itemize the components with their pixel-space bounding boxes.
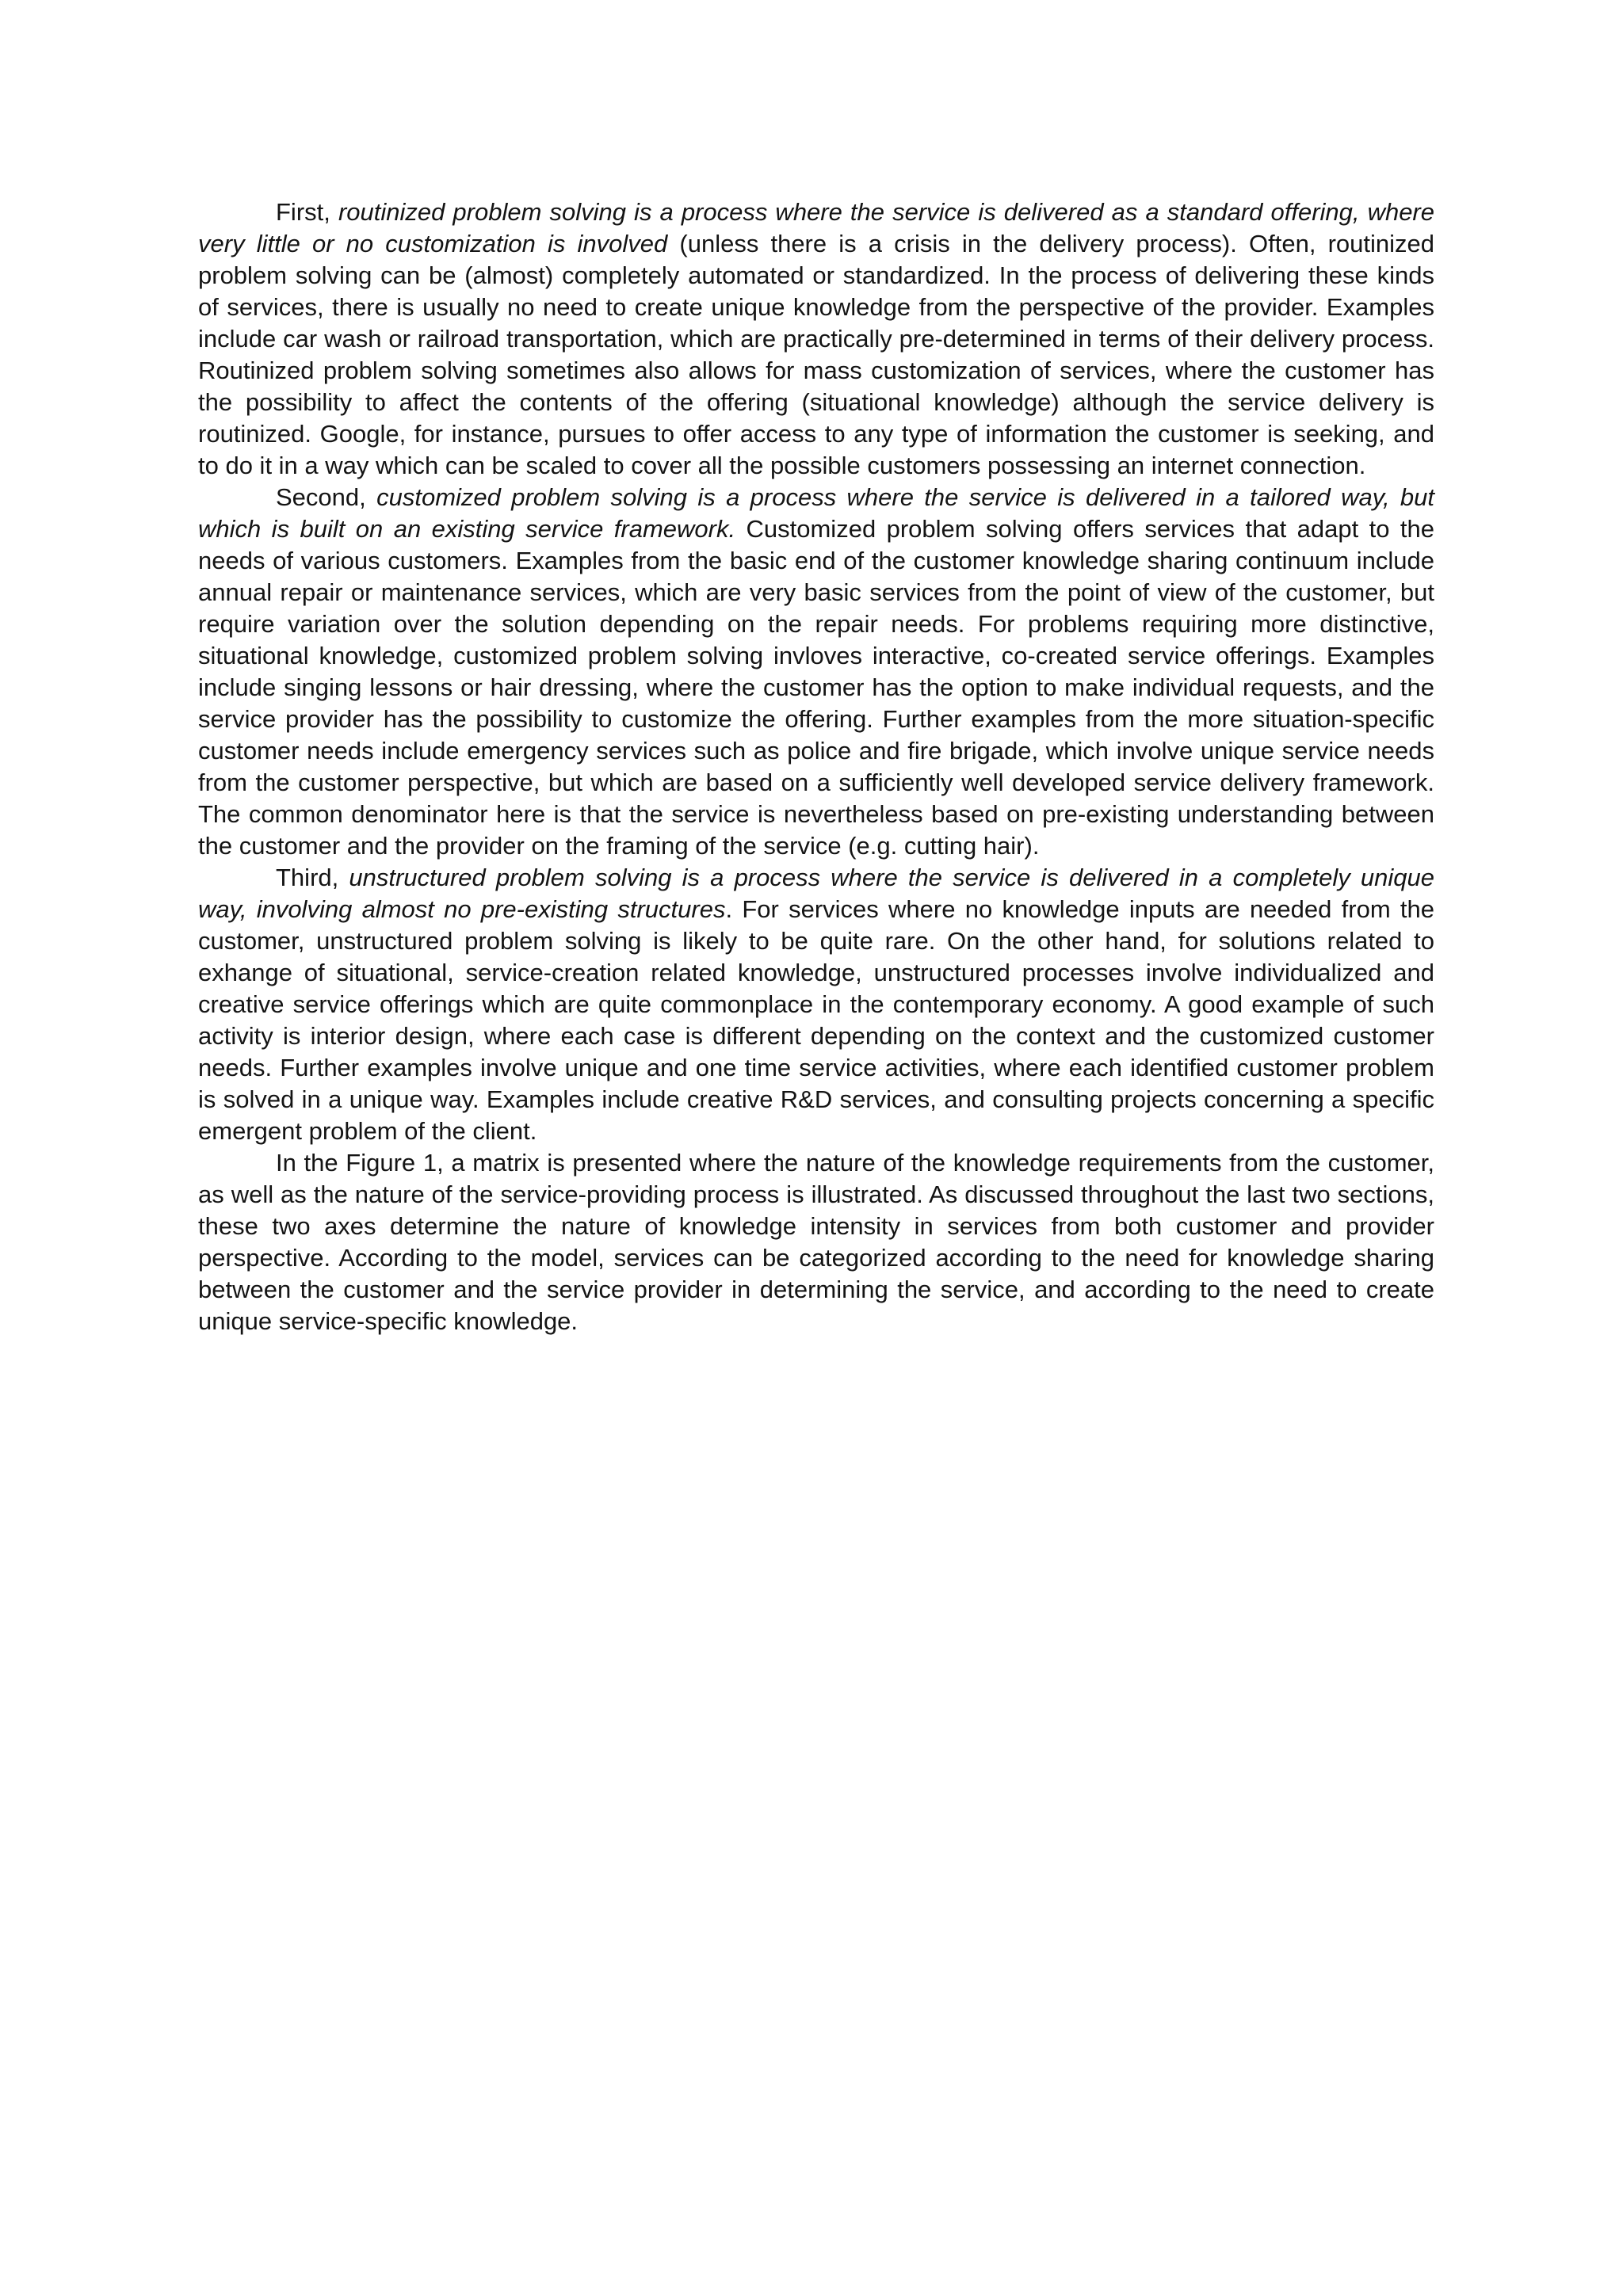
- paragraph-customized: [198, 482, 1434, 862]
- paragraph-unstructured: [198, 862, 1434, 1147]
- paragraph-lead: First,: [276, 198, 338, 226]
- paragraph-emphasis: customized problem solving is a process where the service is delivered in a tailored way, but which is built on an existing service framework.: [198, 483, 1434, 543]
- paragraph-lead: In the Figure 1, a matrix is presented where the nature of the knowledge requirements from the customer, as well as the nature of the service-providing process is illustrated. As discussed throughout the last two sections, these two axes determine the nature of knowledge intensity in services from both customer and provider perspective. According to the model, services can be categorized according to the need for knowledge sharing between the customer and the service provider in determining the service, and according to the need to create unique service-specific knowledge.: [198, 1149, 1434, 1335]
- paragraph-text: Customized problem solving offers services that adapt to the needs of various customers. Examples from the basic end of the customer knowledge sharing continuum include annual repair or maintenance services, which are very basic services from the point of view of the customer, but require variation over the solution depending on the repair needs. For problems requiring more distinctive, situational knowledge, customized problem solving invloves interactive, co-created service offerings. Examples include singing lessons or hair dressing, where the customer has the option to make individual requests, and the service provider has the possibility to customize the offering. Further examples from the more situation-specific customer needs include emergency services such as police and fire brigade, which involve unique service needs from the customer perspective, but which are based on a sufficiently well developed service delivery framework. The common denominator here is that the service is nevertheless based on pre-existing understanding between the customer and the provider on the framing of the service (e.g. cutting hair).: [198, 515, 1434, 860]
- paragraph-text: . For services where no knowledge inputs are needed from the customer, unstructured problem solving is likely to be quite rare. On the other hand, for solutions related to exhange of situational, service-creation related knowledge, unstructured processes involve individualized and creative service offerings which are quite commonplace in the contemporary economy. A good example of such activity is interior design, where each case is different depending on the context and the customized customer needs. Further examples involve unique and one time service activities, where each identified customer problem is solved in a unique way. Examples include creative R&D services, and consulting projects concerning a specific emergent problem of the client.: [198, 895, 1434, 1145]
- paragraph-routinized: [198, 196, 1434, 482]
- paragraph-lead: Second,: [276, 483, 377, 511]
- paragraph-emphasis: unstructured problem solving is a process where the service is delivered in a completely unique way, involving almost no pre-existing structures: [198, 864, 1434, 923]
- paragraph-figure-matrix: [198, 1147, 1434, 1337]
- body-text: [198, 196, 1434, 1337]
- paragraph-text: (unless there is a crisis in the delivery process). Often, routinized problem solving can be (almost) completely automated or standardized. In the process of delivering these kinds of services, there is usually no need to create unique knowledge from the perspective of the provider. Examples include car wash or railroad transportation, which are practically pre-determined in terms of their delivery process. Routinized problem solving sometimes also allows for mass customization of services, where the customer has the possibility to affect the contents of the offering (situational knowledge) although the service delivery is routinized. Google, for instance, pursues to offer access to any type of information the customer is seeking, and to do it in a way which can be scaled to cover all the possible customers possessing an internet connection.: [198, 230, 1434, 479]
- paragraph-emphasis: routinized problem solving is a process where the service is delivered as a standard offering, where very little or no customization is involved: [198, 198, 1434, 257]
- paragraph-lead: Third,: [276, 864, 349, 891]
